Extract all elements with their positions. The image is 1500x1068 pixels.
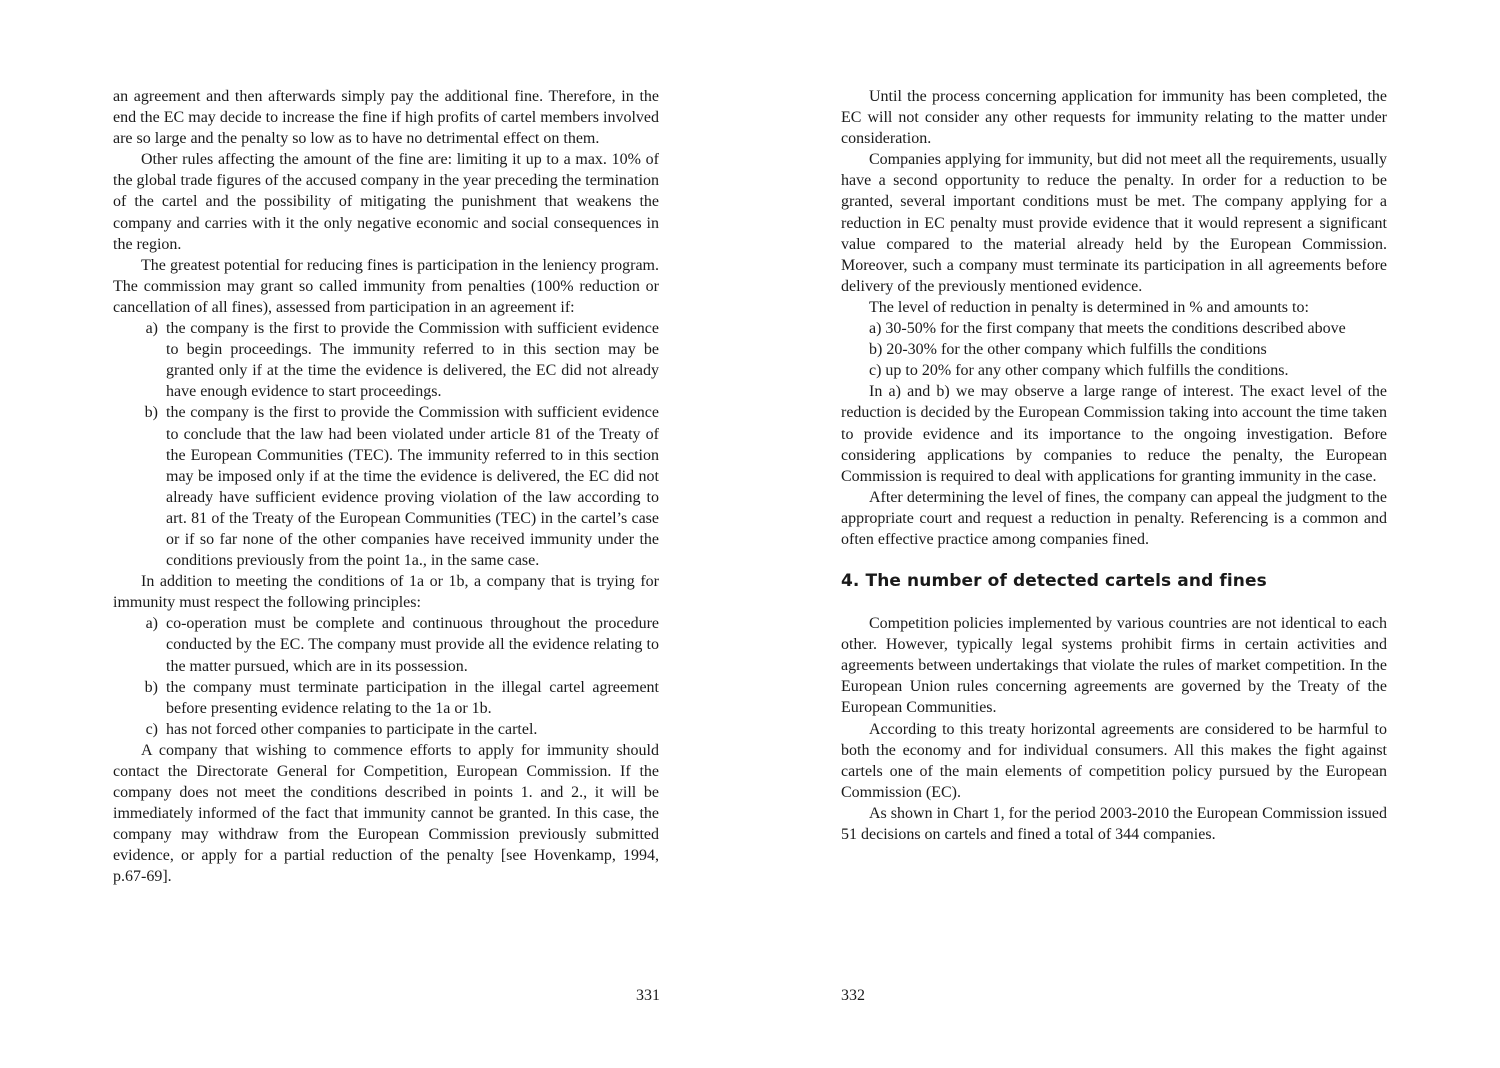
list-item-text: has not forced other companies to participate in the cartel.: [166, 720, 538, 738]
list-item: [113, 677, 659, 719]
paragraph: A company that wishing to commence efforts to apply for immunity should contact the Directorate General for Competition, European Commission. If the company does not meet the conditions described in points 1. and 2., it will be immediately informed of the fact that immunity cannot be granted. In this case, the company may withdraw from the European Commission previously submitted evidence, or apply for a partial reduction of the penalty [see Hovenkamp, 1994, p.67-69].: [113, 741, 659, 886]
paragraph: According to this treaty horizontal agreements are considered to be harmful to both the economy and for individual consumers. All this makes the fight against cartels one of the main elements of competition policy pursued by the European Commission (EC).: [841, 720, 1387, 801]
list-marker: a): [145, 320, 158, 338]
left-page: [113, 86, 659, 888]
list-item: [113, 613, 659, 676]
paragraph: Until the process concerning application for immunity has been completed, the EC will not consider any other requests for immunity relating to the matter under consideration.: [841, 88, 1387, 148]
paragraph: an agreement and then afterwards simply pay the additional fine. Therefore, in the end the EC may decide to increase the fine if high profits of cartel members involved are so large and the penalty so low as to have no detrimental effect on them.: [113, 88, 659, 148]
list-item-text: the company must terminate participation in the illegal cartel agreement before presenting evidence relating to the 1a or 1b.: [166, 678, 659, 717]
reduction-level-item: b) 20-30% for the other company which fulfills the conditions: [869, 341, 1267, 359]
paragraph: In a) and b) we may observe a large range of interest. The exact level of the reduction is decided by the European Commission taking into account the time taken to provide evidence and its importance to the ongoing investigation. Before considering applications by companies to reduce the penalty, the European Commission is required to deal with applications for granting immunity in the case.: [841, 383, 1387, 485]
page-number: 332: [841, 987, 865, 1004]
section-heading: 4. The number of detected cartels and fines: [841, 571, 1267, 592]
paragraph: Other rules affecting the amount of the fine are: limiting it up to a max. 10% of the global trade figures of the accused company in the year preceding the termination of the cartel and the possibility of mitigating the punishment that weakens the company and carries with it the only negative economic and social consequences in the region.: [113, 151, 660, 253]
paragraph: After determining the level of fines, the company can appeal the judgment to the appropriate court and request a reduction in penalty. Referencing is a common and often effective practice among companies fined.: [841, 488, 1387, 548]
list-marker: b): [144, 404, 158, 422]
list-marker: c): [145, 720, 158, 738]
paragraph: The level of reduction in penalty is determined in % and amounts to:: [869, 298, 1309, 316]
list-item-text: the company is the first to provide the Commission with sufficient evidence to conclude that the law had been violated under article 81 of the Treaty of the European Communities (TEC). The immunity referred to in this section may be imposed only if at the time the evidence is delivered, the EC did not already have sufficient evidence proving violation of the law according to art. 81 of the Treaty of the European Communities (TEC) in the cartel’s case or if so far none of the other companies have received immunity under the conditions previously from the point 1a., in the same case.: [166, 404, 659, 570]
right-page: [841, 86, 1387, 845]
list-marker: a): [145, 615, 158, 633]
list-item: [113, 719, 659, 740]
paragraph: Companies applying for immunity, but did not meet all the requirements, usually have a second opportunity to reduce the penalty. In order for a reduction to be granted, several important conditions must be met. The company applying for a reduction in EC penalty must provide evidence that it would represent a significant value compared to the material already held by the European Commission. Moreover, such a company must terminate its participation in all agreements before delivery of the previously mentioned evidence.: [841, 151, 1387, 295]
paragraph: The greatest potential for reducing fines is participation in the leniency program. The commission may grant so called immunity from penalties (100% reduction or cancellation of all fines), assessed from participation in an agreement if:: [113, 256, 659, 316]
reduction-level-item: c) up to 20% for any other company which fulfills the conditions.: [869, 362, 1289, 380]
reduction-level-item: a) 30-50% for the first company that meets the conditions described above: [869, 320, 1346, 338]
paragraph: In addition to meeting the conditions of 1a or 1b, a company that is trying for immunity must respect the following principles:: [113, 573, 659, 612]
list-item: [113, 402, 659, 571]
list-item: [113, 318, 659, 402]
list-marker: b): [144, 678, 158, 696]
paragraph: Competition policies implemented by various countries are not identical to each other. However, typically legal systems prohibit firms in certain activities and agreements between undertakings that violate the rules of market competition. In the European Union rules concerning agreements are governed by the Treaty of the European Communities.: [841, 615, 1387, 717]
list-item-text: the company is the first to provide the Commission with sufficient evidence to begin proceedings. The immunity referred to in this section may be granted only if at the time the evidence is delivered, the EC did not already have enough evidence to start proceedings.: [166, 320, 659, 401]
paragraph: As shown in Chart 1, for the period 2003-2010 the European Commission issued 51 decisions on cartels and fined a total of 344 companies.: [841, 804, 1387, 843]
page-number: 331: [636, 987, 660, 1004]
list-item-text: co-operation must be complete and continuous throughout the procedure conducted by the EC. The company must provide all the evidence relating to the matter pursued, which are in its possession.: [166, 615, 659, 675]
